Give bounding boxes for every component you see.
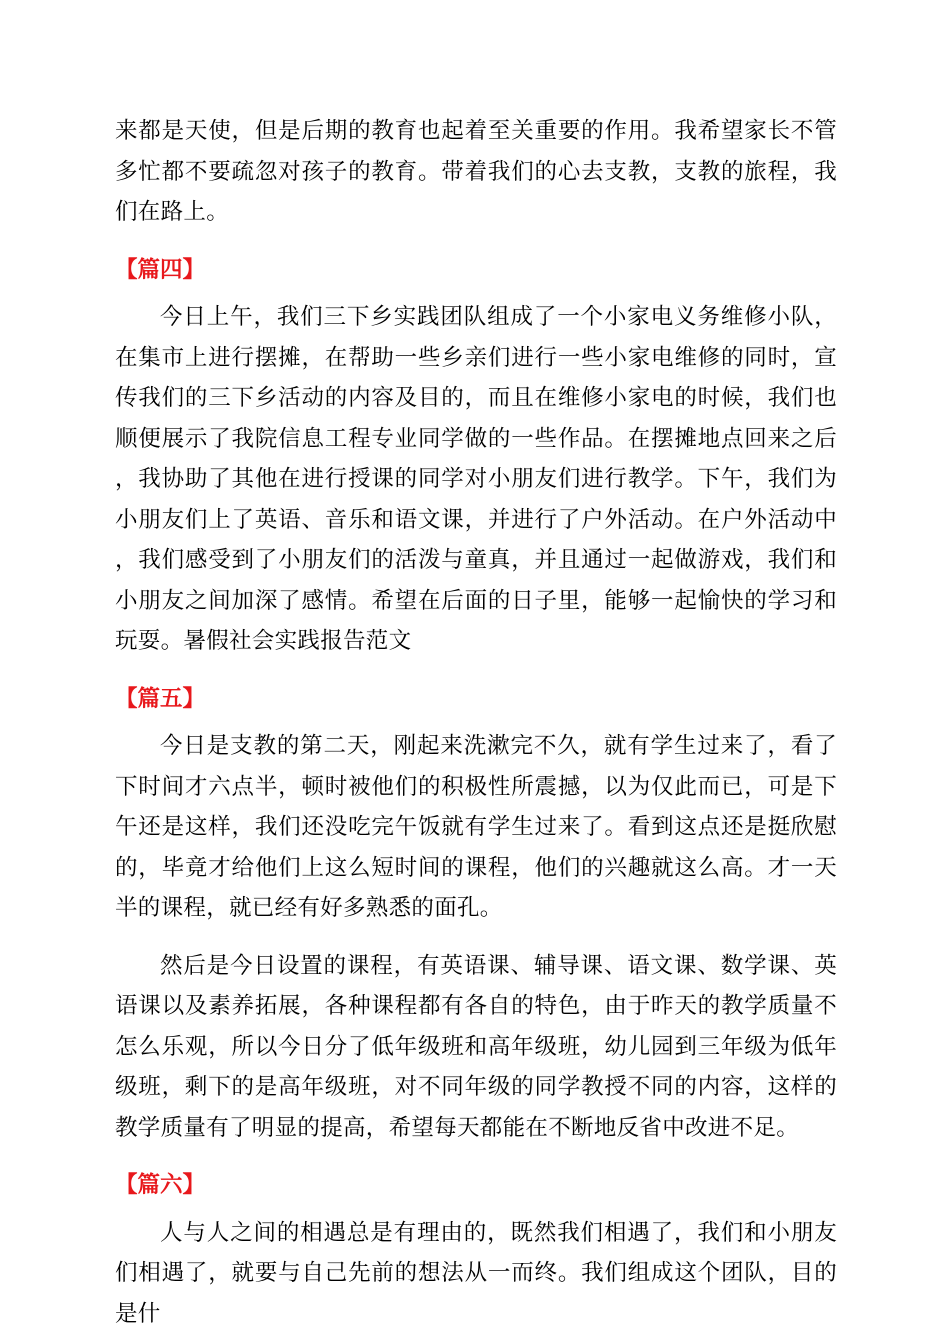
section-heading-4: 【篇四】 — [115, 256, 206, 283]
section-4-paragraph-1: 今日上午，我们三下乡实践团队组成了一个小家电义务维修小队，在集市上进行摆摊，在帮助一些乡亲们进行一些小家电维修的同时，宣传我们的三下乡活动的内容及目的，而且在维修小家电的时候，我们也顺便展示了我院信息工程专业同学做的一些作品。在摆摊地点回来之后，我协助了其他在进行授课的同学对小朋友们进行教学。下午，我们为小朋友们上了英语、音乐和语文课，并进行了户外活动。在户外活动中，我们感受到了小朋友们的活泼与童真，并且通过一起做游戏，我们和小朋友之间加深了感情。希望在后面的日子里，能够一起愉快的学习和玩耍。暑假社会实践报告范文 — [115, 304, 837, 654]
section-5-paragraph-1: 今日是支教的第二天，刚起来洗漱完不久，就有学生过来了，看了下时间才六点半，顿时被他们的积极性所震撼，以为仅此而已，可是下午还是这样，我们还没吃完午饭就有学生过来了。看到这点还是挺欣慰的，毕竟才给他们上这么短时间的课程，他们的兴趣就这么高。才一天半的课程，就已经有好多熟悉的面孔。 — [115, 733, 837, 921]
section-heading-6: 【篇六】 — [115, 1172, 206, 1198]
document-page — [115, 111, 837, 1334]
section-heading-5: 【篇五】 — [115, 685, 206, 712]
section-5-paragraph-2: 然后是今日设置的课程，有英语课、辅导课、语文课、数学课、英语课以及素养拓展，各种课程都有各自的特色，由于昨天的教学质量不怎么乐观，所以今日分了低年级班和高年级班，幼儿园到三年级为低年级班，剩下的是高年级班，对不同年级的同学教授不同的内容，这样的教学质量有了明显的提高，希望每天都能在不断地反省中改进不足。 — [115, 952, 837, 1141]
continuation-paragraph: 来都是天使，但是后期的教育也起着至关重要的作用。我希望家长不管多忙都不要疏忽对孩子的教育。带着我们的心去支教，支教的旅程，我们在路上。 — [115, 118, 837, 225]
section-6-paragraph-1: 人与人之间的相遇总是有理由的，既然我们相遇了，我们和小朋友们相遇了，就要与自己先前的想法从一而终。我们组成这个团队，目的是什 — [115, 1219, 837, 1327]
